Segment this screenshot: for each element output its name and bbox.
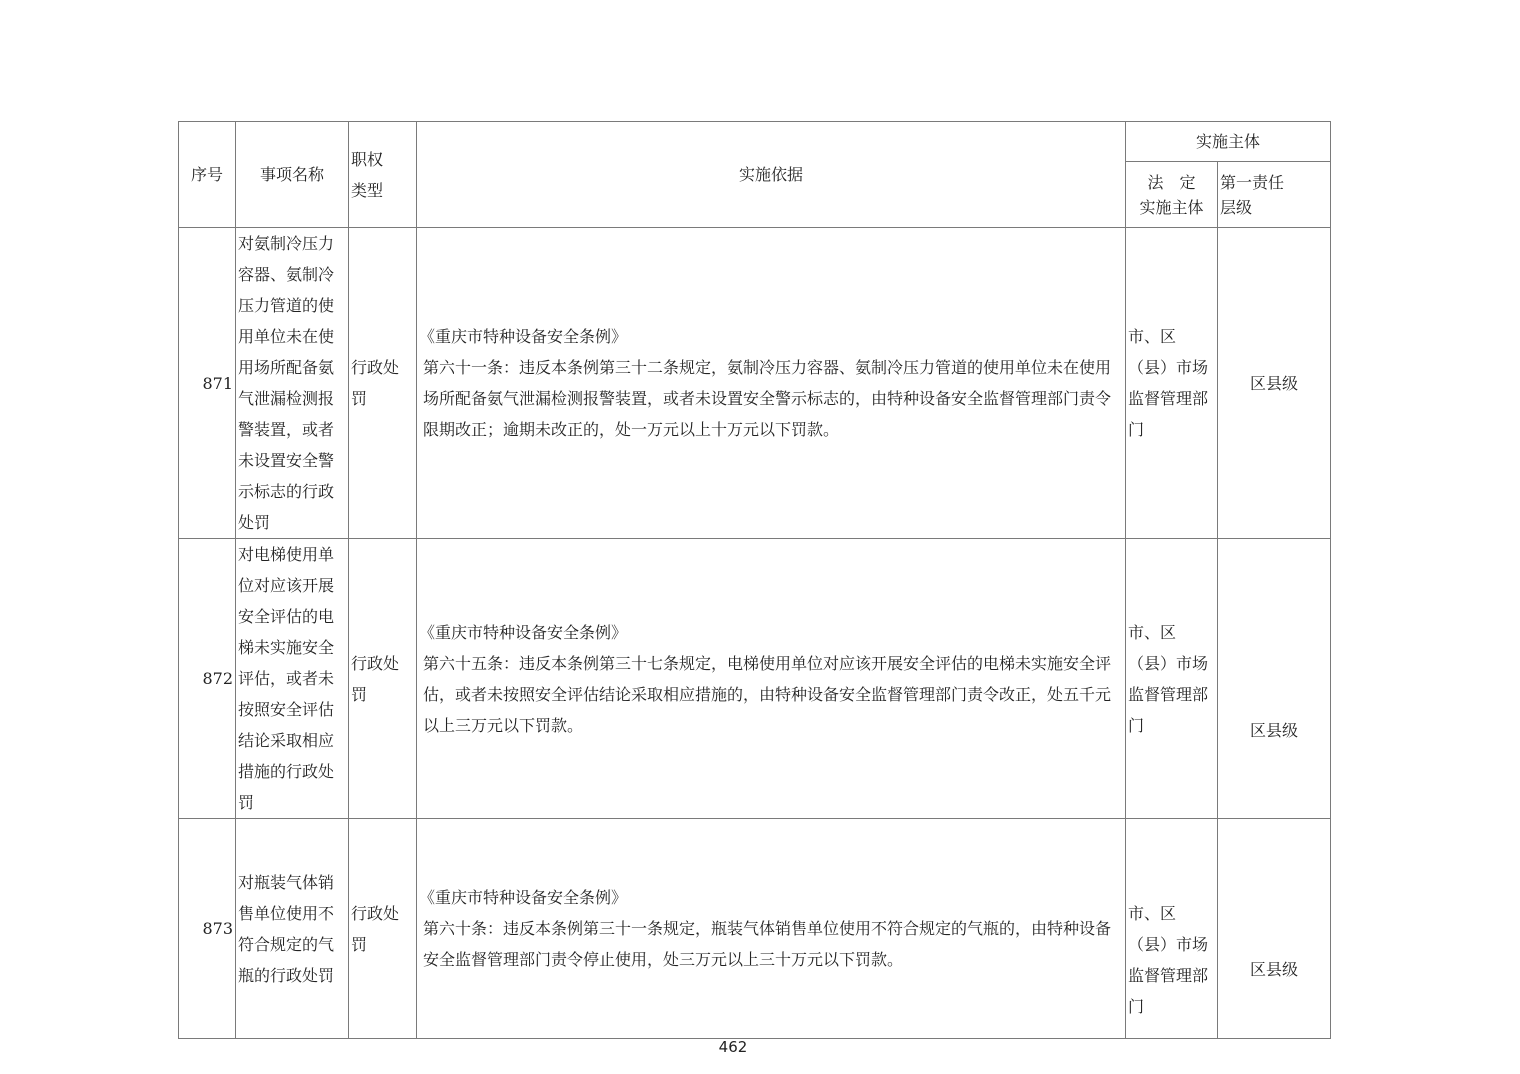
table-row	[179, 539, 1331, 819]
header-legal-line1: 法 定	[1147, 172, 1196, 192]
row-number: 871	[179, 228, 236, 539]
table-row	[179, 819, 1331, 1039]
basis-title: 《重庆市特种设备安全条例》	[419, 888, 628, 907]
header-level-line1: 第一责任	[1220, 172, 1285, 192]
row-number: 873	[179, 819, 236, 1039]
item-name: 对氨制冷压力容器、氨制冷压力管道的使用单位未在使用场所配备氨气泄漏检测报警装置，或者未设置安全警示标志的行政处罚	[236, 228, 349, 539]
header-level	[1218, 162, 1331, 228]
power-list-table	[178, 121, 1331, 1039]
header-name: 事项名称	[236, 122, 349, 228]
legal-body: 市、区（县）市场监督管理部门	[1126, 819, 1218, 1039]
row-number: 872	[179, 539, 236, 819]
table-row	[179, 228, 1331, 539]
header-legal	[1126, 162, 1218, 228]
legal-body: 市、区（县）市场监督管理部门	[1126, 539, 1218, 819]
basis-text: 第六十一条：违反本条例第三十二条规定，氨制冷压力容器、氨制冷压力管道的使用单位未在使用场所配备氨气泄漏检测报警装置，或者未设置安全警示标志的，由特种设备安全监督管理部门责令限期改正；逾期未改正的，处一万元以上十万元以下罚款。	[423, 358, 1112, 439]
header-basis: 实施依据	[417, 122, 1126, 228]
page-number: 462	[718, 1038, 748, 1056]
responsibility-level: 区县级	[1218, 539, 1331, 819]
basis-title: 《重庆市特种设备安全条例》	[419, 622, 628, 642]
legal-body: 市、区（县）市场监督管理部门	[1126, 228, 1218, 539]
header-row	[179, 122, 1331, 162]
power-type: 行政处罚	[349, 819, 417, 1039]
basis-text: 第六十五条：违反本条例第三十七条规定，电梯使用单位对应该开展安全评估的电梯未实施安全评估，或者未按照安全评估结论采取相应措施的，由特种设备安全监督管理部门责令改正，处五千元以上三万元以下罚款。	[423, 653, 1112, 735]
header-subject-group: 实施主体	[1126, 122, 1331, 162]
header-type-line2: 类型	[351, 180, 384, 200]
power-type: 行政处罚	[349, 539, 417, 819]
basis	[417, 539, 1126, 819]
responsibility-level: 区县级	[1218, 228, 1331, 539]
item-name: 对瓶装气体销售单位使用不符合规定的气瓶的行政处罚	[236, 819, 349, 1039]
basis	[417, 819, 1126, 1039]
header-type-line1: 职权	[351, 149, 384, 169]
header-type	[349, 122, 417, 228]
basis	[417, 228, 1126, 539]
header-legal-line2: 实施主体	[1139, 197, 1204, 217]
responsibility-level: 区县级	[1218, 819, 1331, 1039]
header-no: 序号	[179, 122, 236, 228]
basis-title: 《重庆市特种设备安全条例》	[419, 327, 628, 346]
power-type: 行政处罚	[349, 228, 417, 539]
header-level-line2: 层级	[1220, 197, 1253, 217]
basis-text: 第六十条：违反本条例第三十一条规定，瓶装气体销售单位使用不符合规定的气瓶的，由特种设备安全监督管理部门责令停止使用，处三万元以上三十万元以下罚款。	[423, 919, 1112, 969]
item-name: 对电梯使用单位对应该开展安全评估的电梯未实施安全评估，或者未按照安全评估结论采取相应措施的行政处罚	[236, 539, 349, 819]
